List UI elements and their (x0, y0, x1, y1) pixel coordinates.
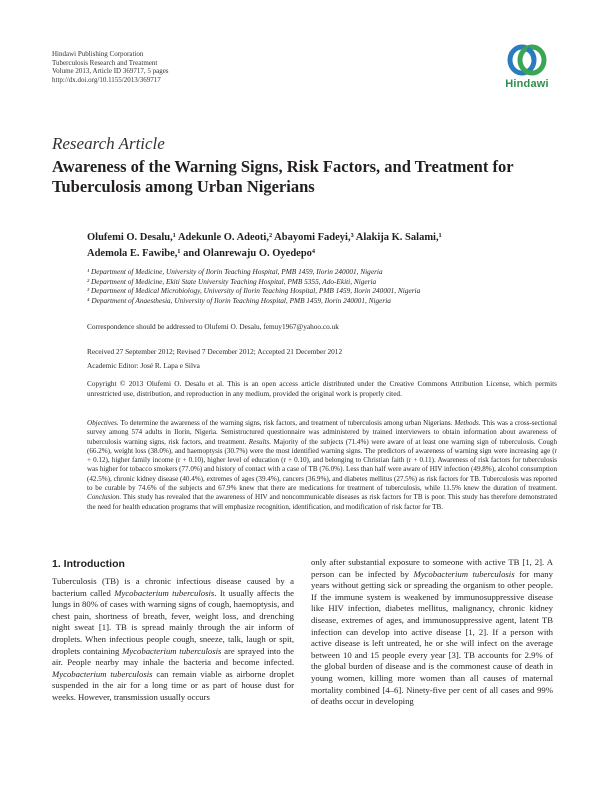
affiliation-1: ¹ Department of Medicine, University of Ilorin Teaching Hospital, PMB 1459, Ilorin 240001, Nigeria (87, 267, 383, 276)
publication-info (52, 50, 169, 84)
abstract (87, 419, 557, 512)
publisher-name: Hindawi Publishing Corporation (52, 50, 144, 58)
academic-editor: Academic Editor: José R. Lapa e Silva (87, 361, 200, 370)
affiliation-4: ⁴ Department of Anaesthesia, University of Ilorin Teaching Hospital, PMB 1459, Ilorin 240001, Nigeria (87, 295, 391, 305)
article-dates: Received 27 September 2012; Revised 7 December 2012; Accepted 21 December 2012 (87, 347, 343, 356)
volume-info: Volume 2013, Article ID 369717, 5 pages (52, 67, 169, 76)
intro-left-species-1: Mycobacterium tuberculosis (114, 587, 215, 598)
section-heading-introduction: 1. Introduction (52, 558, 125, 570)
correspondence: Correspondence should be addressed to Olufemi O. Desalu, femuy1967@yahoo.co.uk (87, 322, 339, 331)
intro-left-text-2: . It usually affects the lungs in 80% of cases with warning signs of cough, haemoptysis, and chest pain, shortness of breath, fever, weight loss, and drenching night sweat [1]. TB is spread mainly through the air inform of droplets. When infectious people cough, sneeze, talk, laugh or spit, droplets containing (52, 587, 294, 656)
intro-right-text-1: only after substantial exposure to someone with active TB [1, 2]. A person can be infected by (311, 557, 553, 579)
journal-name: Tuberculosis Research and Treatment (52, 58, 158, 67)
authors-line-2: Ademola E. Fawibe,¹ and Olanrewaju O. Oyedepo⁴ (87, 248, 316, 259)
author-list (87, 230, 557, 262)
hindawi-logo-icon (505, 40, 549, 80)
intro-left-text-3: are sprayed into the air. People nearby may inhale the bacteria and become infected. (52, 645, 294, 668)
paper-title: Awareness of the Warning Signs, Risk Factors, and Treatment for Tuberculosis among Urban Nigerians (52, 157, 514, 196)
abstract-results: Majority of the subjects (71.4%) were aware of at least one warning sign of tuberculosis. Cough (66.2%), weight loss (38.0%), and haemoptysis (30.7%) were the most identified warning signs. The predictors of awareness of warning sign were increasing age (r + 0.12), higher family income (r + 0.10), higher level of education (r + 0.10), and belonging to Christian faith (r + 0.11). Awareness of risk factors for tuberculosis was higher for tobacco smokers (77.0%) and history of contact with a case of TB (76.0%). Less than half were aware of HIV infection (49.8%), alcohol consumption (42.5%), chronic kidney disease (40.4%), extremes of ages (39.4%), cancers (36.9%), and diabetes mellitus (27.5%) as risk factors for TB. Tuberculosis was reported to be curable by 74.6% of the subjects and 67.9% knew that there are medications for treatment of tuberculosis, while 11.5% knew the duration of treatment. (87, 437, 557, 493)
abstract-conclusion: This study has revealed that the awareness of HIV and noncommunicable diseases as risk factors for TB is poor. This study has therefore demonstrated the need for health education programs that will emphasize recognition, identification, and modification of risk factor for TB. (87, 493, 557, 511)
affiliation-2: ² Department of Medicine, Ekiti State University Teaching Hospital, PMB 5355, Ado-Ekiti, Nigeria (87, 276, 377, 286)
copyright-notice: Copyright © 2013 Olufemi O. Desalu et al. This is an open access article distributed under the Creative Commons Attribution License, which permits unrestricted use, distribution, and reproduction in any medium, provided the original work is properly cited. (87, 379, 557, 398)
abstract-objectives: To determine the awareness of the warning signs, risk factors, and treatment of tuberculosis among urban Nigerians. (118, 419, 453, 427)
authors-line-1: Olufemi O. Desalu,¹ Adekunle O. Adeoti,² Abayomi Fadeyi,³ Alakija K. Salami,¹ (87, 232, 442, 243)
intro-left-species-3: Mycobacterium tuberculosis (52, 668, 153, 679)
intro-left-text-4: can remain viable as airborne droplet suspended in the air for a long time or as part of house dust for weeks. However, transmission usually occurs (52, 668, 294, 702)
intro-column-right (311, 557, 553, 708)
abstract-methods: This was a cross-sectional survey among 574 adults in Ilorin, Nigeria. Semistructured questionnaire was administered by trained interviewers to obtain information about awareness of tuberculosis warning signs, risk factors, and treatment. (87, 419, 557, 446)
logo-text: Hindawi (505, 78, 549, 90)
hindawi-logo (497, 40, 557, 104)
intro-column-left (52, 576, 294, 704)
doi-link[interactable]: http://dx.doi.org/10.1155/2013/369717 (52, 75, 161, 84)
abstract-methods-label: Methods. (454, 419, 481, 427)
abstract-conclusion-label: Conclusion. (87, 493, 122, 502)
article-type: Research Article (52, 134, 165, 153)
intro-left-text-1: Tuberculosis (TB) is a chronic infectious disease caused by a bacterium called (52, 576, 294, 598)
intro-right-species-1: Mycobacterium tuberculosis (413, 568, 515, 579)
abstract-results-label: Results. (248, 437, 272, 446)
intro-left-species-2: Mycobacterium tuberculosis (122, 645, 222, 656)
affiliations (87, 267, 557, 305)
intro-right-text-2: for many years without getting sick or spreading the organism to other people. If the immune system is weakened by immunosuppressive disease like HIV infection, diabetes mellitus, malignancy, chronic kidney disease, extremes of ages, and immunosuppressive agent, latent TB infection can develop into active disease [1, 2]. If a person with active disease is left untreated, he or she will infect on the average between 10 and 15 people every year [3]. TB accounts for 2.9% of the global burden of disease and is the commonest cause of death in young women, killing more women than all causes of maternal mortality combined [4–6]. Ninety-five per cent of all cases and 99% of deaths occur in developing (311, 568, 553, 707)
abstract-objectives-label: Objectives. (87, 419, 119, 427)
affiliation-3: ³ Department of Medical Microbiology, University of Ilorin Teaching Hospital, PMB 1459, Ilorin 240001, Nigeria (87, 286, 421, 296)
